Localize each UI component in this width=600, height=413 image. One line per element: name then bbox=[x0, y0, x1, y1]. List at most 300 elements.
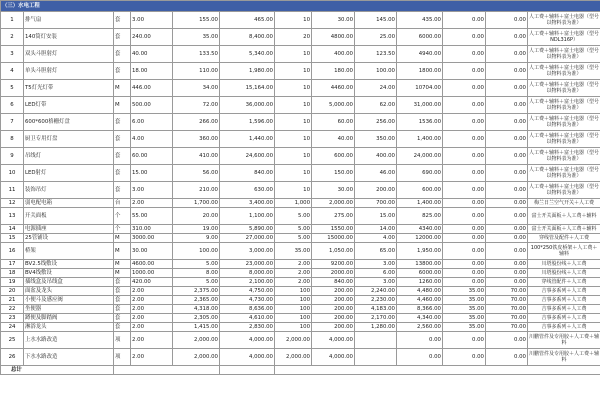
material-amount-cell[interactable]: 600.00 bbox=[397, 182, 443, 199]
material-amount-cell[interactable]: 4,340.00 bbox=[397, 314, 443, 323]
unit-cell[interactable]: 套 bbox=[114, 165, 131, 182]
material-price-cell[interactable]: 2,170.00 bbox=[355, 314, 397, 323]
amount-cell[interactable]: 5,340.00 bbox=[220, 46, 275, 63]
labor-price-cell[interactable]: 1,000 bbox=[275, 199, 312, 208]
extra-price-cell[interactable]: 0.00 bbox=[443, 199, 486, 208]
row-number[interactable]: 17 bbox=[1, 260, 24, 269]
amount-cell[interactable]: 27,000.00 bbox=[220, 234, 275, 243]
material-amount-cell[interactable]: 4940.00 bbox=[397, 46, 443, 63]
labor-price-cell[interactable]: 100 bbox=[275, 323, 312, 332]
extra-amount-cell[interactable]: 0.00 bbox=[486, 131, 528, 148]
row-number[interactable]: 2 bbox=[1, 29, 24, 46]
quantity-cell[interactable]: 446.00 bbox=[131, 80, 173, 97]
material-amount-cell[interactable]: 1,400.00 bbox=[397, 131, 443, 148]
quantity-cell[interactable]: 15.00 bbox=[131, 165, 173, 182]
labor-price-cell[interactable]: 2,000.00 bbox=[275, 332, 312, 349]
unit-price-cell[interactable]: 2,000.00 bbox=[173, 332, 220, 349]
labor-amount-cell[interactable]: 30.00 bbox=[312, 12, 355, 29]
row-number[interactable]: 20 bbox=[1, 287, 24, 296]
labor-amount-cell[interactable]: 400.00 bbox=[312, 46, 355, 63]
amount-cell[interactable]: 8,400.00 bbox=[220, 29, 275, 46]
extra-price-cell[interactable]: 35.00 bbox=[443, 296, 486, 305]
item-name[interactable]: 插线盒及吊线盒 bbox=[24, 278, 114, 287]
remark-cell[interactable]: 人工费＋辅料＋富士电器（型号以物料表为准） bbox=[528, 182, 600, 199]
unit-cell[interactable]: 项 bbox=[114, 332, 131, 349]
extra-amount-cell[interactable]: 0.00 bbox=[486, 29, 528, 46]
quantity-cell[interactable]: 500.00 bbox=[131, 97, 173, 114]
unit-price-cell[interactable]: 2,375.00 bbox=[173, 287, 220, 296]
item-name[interactable]: BV4线敷设 bbox=[24, 269, 114, 278]
material-price-cell[interactable]: 200.00 bbox=[355, 182, 397, 199]
unit-cell[interactable]: 套 bbox=[114, 12, 131, 29]
amount-cell[interactable]: 1,980.00 bbox=[220, 63, 275, 80]
material-price-cell[interactable]: 100.00 bbox=[355, 63, 397, 80]
labor-price-cell[interactable]: 10 bbox=[275, 182, 312, 199]
quantity-cell[interactable]: 30.00 bbox=[131, 243, 173, 260]
amount-cell[interactable]: 4,750.00 bbox=[220, 287, 275, 296]
item-name[interactable]: 面盆及龙头 bbox=[24, 287, 114, 296]
material-amount-cell[interactable]: 6000.00 bbox=[397, 29, 443, 46]
extra-amount-cell[interactable]: 0.00 bbox=[486, 260, 528, 269]
material-amount-cell[interactable]: 1260.00 bbox=[397, 278, 443, 287]
unit-price-cell[interactable]: 72.00 bbox=[173, 97, 220, 114]
extra-price-cell[interactable]: 0.00 bbox=[443, 131, 486, 148]
material-amount-cell[interactable]: 24,000.00 bbox=[397, 148, 443, 165]
labor-amount-cell[interactable]: 1550.00 bbox=[312, 225, 355, 234]
amount-cell[interactable]: 2,100.00 bbox=[220, 278, 275, 287]
material-price-cell[interactable]: 1,280.00 bbox=[355, 323, 397, 332]
total-value[interactable]: 207998.00 bbox=[220, 366, 275, 375]
remark-cell[interactable]: 人工费＋辅料＋富士电器（型号以物料表为准） bbox=[528, 131, 600, 148]
extra-amount-cell[interactable]: 0.00 bbox=[486, 269, 528, 278]
material-amount-cell[interactable]: 825.00 bbox=[397, 208, 443, 225]
labor-amount-cell[interactable]: 180.00 bbox=[312, 63, 355, 80]
unit-cell[interactable]: M bbox=[114, 269, 131, 278]
labor-price-cell[interactable]: 20 bbox=[275, 29, 312, 46]
labor-amount-cell[interactable]: 150.00 bbox=[312, 165, 355, 182]
row-number[interactable]: 9 bbox=[1, 148, 24, 165]
unit-cell[interactable]: 套 bbox=[114, 296, 131, 305]
labor-amount-cell[interactable]: 200.00 bbox=[312, 287, 355, 296]
row-number[interactable]: 3 bbox=[1, 46, 24, 63]
item-name[interactable]: 桥架 bbox=[24, 243, 114, 260]
quantity-cell[interactable]: 2.00 bbox=[131, 323, 173, 332]
extra-price-cell[interactable]: 35.00 bbox=[443, 323, 486, 332]
item-name[interactable]: 600*600格栅灯盘 bbox=[24, 114, 114, 131]
extra-price-cell[interactable]: 0.00 bbox=[443, 12, 486, 29]
amount-cell[interactable]: 4,610.00 bbox=[220, 314, 275, 323]
material-amount-cell[interactable]: 2,560.00 bbox=[397, 323, 443, 332]
unit-cell[interactable]: 套 bbox=[114, 131, 131, 148]
material-price-cell[interactable]: 3.00 bbox=[355, 260, 397, 269]
labor-amount-cell[interactable]: 200.00 bbox=[312, 305, 355, 314]
extra-price-cell[interactable]: 0.00 bbox=[443, 269, 486, 278]
row-number[interactable]: 26 bbox=[1, 349, 24, 366]
unit-cell[interactable]: 套 bbox=[114, 287, 131, 296]
labor-amount-cell[interactable]: 2000.00 bbox=[312, 269, 355, 278]
extra-amount-cell[interactable]: 70.00 bbox=[486, 296, 528, 305]
unit-cell[interactable]: 个 bbox=[114, 208, 131, 225]
extra-amount-cell[interactable]: 0.00 bbox=[486, 208, 528, 225]
quantity-cell[interactable]: 1000.00 bbox=[131, 269, 173, 278]
material-amount-cell[interactable]: 1,400.00 bbox=[397, 199, 443, 208]
extra-price-cell[interactable]: 0.00 bbox=[443, 165, 486, 182]
labor-amount-cell[interactable]: 4,000.00 bbox=[312, 332, 355, 349]
extra-amount-cell[interactable]: 0.00 bbox=[486, 80, 528, 97]
row-number[interactable]: 24 bbox=[1, 323, 24, 332]
labor-price-cell[interactable]: 35.00 bbox=[275, 243, 312, 260]
labor-amount-cell[interactable]: 200.00 bbox=[312, 314, 355, 323]
remark-cell[interactable]: 川塔股份线＋人工费 bbox=[528, 260, 600, 269]
extra-amount-cell[interactable]: 0.00 bbox=[486, 182, 528, 199]
extra-price-cell[interactable]: 0.00 bbox=[443, 63, 486, 80]
quantity-cell[interactable]: 6.00 bbox=[131, 114, 173, 131]
extra-price-cell[interactable]: 0.00 bbox=[443, 243, 486, 260]
material-amount-cell[interactable]: 435.00 bbox=[397, 12, 443, 29]
remark-cell[interactable]: 川鹏管件及专用胶＋人工费＋辅料 bbox=[528, 349, 600, 366]
extra-amount-cell[interactable]: 0.00 bbox=[486, 278, 528, 287]
labor-price-cell[interactable]: 10 bbox=[275, 148, 312, 165]
remark-cell[interactable]: 人工费＋辅料＋富士电器（型号以物料表为准） bbox=[528, 46, 600, 63]
labor-price-cell[interactable]: 10 bbox=[275, 114, 312, 131]
material-price-cell[interactable] bbox=[355, 332, 397, 349]
remark-cell[interactable]: 吉事多系列＋人工费 bbox=[528, 323, 600, 332]
unit-cell[interactable]: 套 bbox=[114, 46, 131, 63]
extra-amount-cell[interactable]: 70.00 bbox=[486, 323, 528, 332]
unit-price-cell[interactable]: 5.00 bbox=[173, 260, 220, 269]
row-number[interactable]: 13 bbox=[1, 208, 24, 225]
labor-price-cell[interactable]: 10 bbox=[275, 165, 312, 182]
quantity-cell[interactable]: 60.00 bbox=[131, 148, 173, 165]
extra-amount-cell[interactable]: 0.00 bbox=[486, 97, 528, 114]
item-name[interactable]: 吊线灯 bbox=[24, 148, 114, 165]
labor-amount-cell[interactable]: 60.00 bbox=[312, 114, 355, 131]
unit-price-cell[interactable]: 8.00 bbox=[173, 269, 220, 278]
unit-cell[interactable]: 套 bbox=[114, 114, 131, 131]
labor-price-cell[interactable]: 2.00 bbox=[275, 269, 312, 278]
item-name[interactable]: T5灯光灯带 bbox=[24, 80, 114, 97]
labor-amount-cell[interactable]: 9200.00 bbox=[312, 260, 355, 269]
unit-cell[interactable]: 套 bbox=[114, 63, 131, 80]
material-amount-cell[interactable]: 12000.00 bbox=[397, 234, 443, 243]
material-amount-cell[interactable]: 0.00 bbox=[397, 332, 443, 349]
material-price-cell[interactable]: 3.00 bbox=[355, 278, 397, 287]
material-price-cell[interactable]: 2,240.00 bbox=[355, 287, 397, 296]
quantity-cell[interactable]: 2.00 bbox=[131, 332, 173, 349]
labor-price-cell[interactable]: 2.00 bbox=[275, 260, 312, 269]
amount-cell[interactable]: 4,000.00 bbox=[220, 349, 275, 366]
unit-price-cell[interactable]: 210.00 bbox=[173, 182, 220, 199]
material-price-cell[interactable]: 15.00 bbox=[355, 208, 397, 225]
material-price-cell[interactable]: 62.00 bbox=[355, 97, 397, 114]
labor-price-cell[interactable]: 100 bbox=[275, 314, 312, 323]
labor-amount-cell[interactable]: 4460.00 bbox=[312, 80, 355, 97]
unit-price-cell[interactable]: 56.00 bbox=[173, 165, 220, 182]
material-price-cell[interactable]: 14.00 bbox=[355, 225, 397, 234]
unit-cell[interactable]: 套 bbox=[114, 278, 131, 287]
unit-price-cell[interactable]: 410.00 bbox=[173, 148, 220, 165]
remark-cell[interactable]: 人工费＋辅料＋富士电器（型号以物料表为准） bbox=[528, 165, 600, 182]
unit-cell[interactable]: 项 bbox=[114, 349, 131, 366]
quantity-cell[interactable]: 55.00 bbox=[131, 208, 173, 225]
labor-amount-cell[interactable]: 40.00 bbox=[312, 131, 355, 148]
material-amount-cell[interactable]: 690.00 bbox=[397, 165, 443, 182]
material-price-cell[interactable]: 145.00 bbox=[355, 12, 397, 29]
item-name[interactable]: 上水水路改造 bbox=[24, 332, 114, 349]
labor-amount-cell[interactable]: 4,000.00 bbox=[312, 349, 355, 366]
remark-cell[interactable]: 人工费＋辅料＋富士电器（型号以物料表为准） bbox=[528, 80, 600, 97]
material-amount-cell[interactable]: 4,460.00 bbox=[397, 296, 443, 305]
material-amount-cell[interactable]: 31,000.00 bbox=[397, 97, 443, 114]
amount-cell[interactable]: 3,400.00 bbox=[220, 199, 275, 208]
row-number[interactable]: 8 bbox=[1, 131, 24, 148]
material-price-cell[interactable]: 2,230.00 bbox=[355, 296, 397, 305]
unit-cell[interactable]: M bbox=[114, 97, 131, 114]
row-number[interactable]: 21 bbox=[1, 296, 24, 305]
remark-cell[interactable]: 人工费＋辅料＋富士电器（型号以物料表为准） bbox=[528, 63, 600, 80]
extra-amount-cell[interactable]: 0.00 bbox=[486, 243, 528, 260]
amount-cell[interactable]: 36,000.00 bbox=[220, 97, 275, 114]
labor-amount-cell[interactable]: 2,000.00 bbox=[312, 199, 355, 208]
labor-price-cell[interactable]: 2.00 bbox=[275, 278, 312, 287]
remark-cell[interactable]: 人工费＋辅料＋富士电器（型号以物料表为准） bbox=[528, 114, 600, 131]
amount-cell[interactable]: 4,730.00 bbox=[220, 296, 275, 305]
extra-price-cell[interactable]: 0.00 bbox=[443, 234, 486, 243]
labor-price-cell[interactable]: 5.00 bbox=[275, 225, 312, 234]
item-name[interactable]: 电源插座 bbox=[24, 225, 114, 234]
remark-cell[interactable]: 人工费＋辅料＋富士电器（型号以物料表为准） bbox=[528, 12, 600, 29]
item-name[interactable]: 单头斗胆射灯 bbox=[24, 63, 114, 80]
amount-cell[interactable]: 24,600.00 bbox=[220, 148, 275, 165]
labor-price-cell[interactable]: 10 bbox=[275, 131, 312, 148]
labor-price-cell[interactable]: 5.00 bbox=[275, 208, 312, 225]
unit-cell[interactable]: 套 bbox=[114, 323, 131, 332]
extra-price-cell[interactable]: 0.00 bbox=[443, 148, 486, 165]
unit-cell[interactable]: 套 bbox=[114, 148, 131, 165]
row-number[interactable]: 6 bbox=[1, 97, 24, 114]
item-name[interactable]: 小便斗及感应阀 bbox=[24, 296, 114, 305]
unit-cell[interactable]: M bbox=[114, 80, 131, 97]
quantity-cell[interactable]: 2.00 bbox=[131, 314, 173, 323]
remark-cell[interactable]: 穿线管及配件＋人工费 bbox=[528, 234, 600, 243]
labor-price-cell[interactable]: 100 bbox=[275, 305, 312, 314]
item-name[interactable]: LED灯带 bbox=[24, 97, 114, 114]
unit-cell[interactable]: 台 bbox=[114, 199, 131, 208]
labor-price-cell[interactable]: 10 bbox=[275, 63, 312, 80]
material-price-cell[interactable]: 4.00 bbox=[355, 234, 397, 243]
remark-cell[interactable]: 富士开关面板＋人工费＋辅料 bbox=[528, 225, 600, 234]
item-name[interactable]: 淋浴龙头 bbox=[24, 323, 114, 332]
extra-amount-cell[interactable]: 0.00 bbox=[486, 165, 528, 182]
unit-price-cell[interactable]: 9.00 bbox=[173, 234, 220, 243]
extra-amount-cell[interactable]: 0.00 bbox=[486, 332, 528, 349]
item-name[interactable]: 厨卫专用灯盘 bbox=[24, 131, 114, 148]
row-number[interactable]: 18 bbox=[1, 269, 24, 278]
material-price-cell[interactable]: 400.00 bbox=[355, 148, 397, 165]
remark-cell[interactable]: 川鹏管件及专用胶＋人工费＋辅料 bbox=[528, 332, 600, 349]
material-price-cell[interactable]: 24.00 bbox=[355, 80, 397, 97]
amount-cell[interactable]: 1,100.00 bbox=[220, 208, 275, 225]
extra-amount-cell[interactable]: 0.00 bbox=[486, 234, 528, 243]
labor-price-cell[interactable]: 10 bbox=[275, 12, 312, 29]
material-amount-cell[interactable]: 10704.00 bbox=[397, 80, 443, 97]
labor-price-cell[interactable]: 10 bbox=[275, 97, 312, 114]
amount-cell[interactable]: 840.00 bbox=[220, 165, 275, 182]
material-amount-cell[interactable]: 6000.00 bbox=[397, 269, 443, 278]
row-number[interactable]: 16 bbox=[1, 243, 24, 260]
quantity-cell[interactable]: 2.00 bbox=[131, 199, 173, 208]
unit-price-cell[interactable]: 110.00 bbox=[173, 63, 220, 80]
material-price-cell[interactable]: 4,183.00 bbox=[355, 305, 397, 314]
extra-price-cell[interactable]: 0.00 bbox=[443, 349, 486, 366]
amount-cell[interactable]: 1,596.00 bbox=[220, 114, 275, 131]
labor-amount-cell[interactable]: 5,000.00 bbox=[312, 97, 355, 114]
quantity-cell[interactable]: 3.00 bbox=[131, 12, 173, 29]
extra-price-cell[interactable]: 35.00 bbox=[443, 287, 486, 296]
item-name[interactable]: BV2.5线敷设 bbox=[24, 260, 114, 269]
material-amount-cell[interactable]: 1536.00 bbox=[397, 114, 443, 131]
amount-cell[interactable]: 8,000.00 bbox=[220, 269, 275, 278]
extra-amount-cell[interactable]: 0.00 bbox=[486, 114, 528, 131]
unit-cell[interactable]: 套 bbox=[114, 182, 131, 199]
labor-price-cell[interactable]: 100 bbox=[275, 296, 312, 305]
row-number[interactable]: 25 bbox=[1, 332, 24, 349]
material-amount-cell[interactable]: 13800.00 bbox=[397, 260, 443, 269]
quantity-cell[interactable]: 4.00 bbox=[131, 131, 173, 148]
remark-cell[interactable]: 人工费＋辅料＋富士电器（型号以物料表为准） bbox=[528, 97, 600, 114]
unit-cell[interactable]: 套 bbox=[114, 29, 131, 46]
quantity-cell[interactable]: 2.00 bbox=[131, 305, 173, 314]
unit-cell[interactable]: 套 bbox=[114, 314, 131, 323]
unit-cell[interactable]: 个 bbox=[114, 225, 131, 234]
remark-cell[interactable]: 吉事多系列＋人工费 bbox=[528, 287, 600, 296]
material-price-cell[interactable]: 700.00 bbox=[355, 199, 397, 208]
amount-cell[interactable]: 8,636.00 bbox=[220, 305, 275, 314]
material-price-cell[interactable]: 25.00 bbox=[355, 29, 397, 46]
amount-cell[interactable]: 2,830.00 bbox=[220, 323, 275, 332]
extra-price-cell[interactable]: 0.00 bbox=[443, 80, 486, 97]
material-price-cell[interactable]: 46.00 bbox=[355, 165, 397, 182]
item-name[interactable]: 140筒灯安装 bbox=[24, 29, 114, 46]
unit-cell[interactable]: 套 bbox=[114, 305, 131, 314]
extra-price-cell[interactable]: 0.00 bbox=[443, 29, 486, 46]
item-name[interactable]: 下水水路改造 bbox=[24, 349, 114, 366]
quantity-cell[interactable]: 420.00 bbox=[131, 278, 173, 287]
quantity-cell[interactable]: 2.00 bbox=[131, 296, 173, 305]
remark-cell[interactable]: 穿线管配件＋人工费 bbox=[528, 278, 600, 287]
unit-price-cell[interactable]: 19.00 bbox=[173, 225, 220, 234]
quantity-cell[interactable]: 2.00 bbox=[131, 349, 173, 366]
unit-price-cell[interactable]: 1,415.00 bbox=[173, 323, 220, 332]
extra-price-cell[interactable]: 35.00 bbox=[443, 314, 486, 323]
quantity-cell[interactable]: 2.00 bbox=[131, 287, 173, 296]
row-number[interactable]: 12 bbox=[1, 199, 24, 208]
unit-price-cell[interactable]: 2,000.00 bbox=[173, 349, 220, 366]
unit-price-cell[interactable]: 360.00 bbox=[173, 131, 220, 148]
labor-amount-cell[interactable]: 4800.00 bbox=[312, 29, 355, 46]
extra-amount-cell[interactable]: 0.00 bbox=[486, 148, 528, 165]
quantity-cell[interactable]: 4600.00 bbox=[131, 260, 173, 269]
extra-price-cell[interactable]: 0.00 bbox=[443, 208, 486, 225]
remark-cell[interactable]: 川塔股份线＋人工费 bbox=[528, 269, 600, 278]
row-number[interactable]: 4 bbox=[1, 63, 24, 80]
extra-amount-cell[interactable]: 0.00 bbox=[486, 199, 528, 208]
amount-cell[interactable]: 1,440.00 bbox=[220, 131, 275, 148]
unit-price-cell[interactable]: 133.50 bbox=[173, 46, 220, 63]
remark-cell[interactable]: 吉事多系列＋人工费 bbox=[528, 296, 600, 305]
row-number[interactable]: 7 bbox=[1, 114, 24, 131]
extra-amount-cell[interactable]: 0.00 bbox=[486, 225, 528, 234]
extra-amount-cell[interactable]: 70.00 bbox=[486, 314, 528, 323]
unit-price-cell[interactable]: 155.00 bbox=[173, 12, 220, 29]
material-amount-cell[interactable]: 1,950.00 bbox=[397, 243, 443, 260]
extra-price-cell[interactable]: 35.00 bbox=[443, 305, 486, 314]
row-number[interactable]: 15 bbox=[1, 234, 24, 243]
unit-price-cell[interactable]: 266.00 bbox=[173, 114, 220, 131]
item-name[interactable]: 开关面板 bbox=[24, 208, 114, 225]
quantity-cell[interactable]: 310.00 bbox=[131, 225, 173, 234]
extra-price-cell[interactable]: 0.00 bbox=[443, 182, 486, 199]
unit-cell[interactable]: M bbox=[114, 234, 131, 243]
extra-amount-cell[interactable]: 70.00 bbox=[486, 287, 528, 296]
unit-price-cell[interactable]: 4,318.00 bbox=[173, 305, 220, 314]
quantity-cell[interactable]: 18.00 bbox=[131, 63, 173, 80]
labor-amount-cell[interactable]: 1,050.00 bbox=[312, 243, 355, 260]
row-number[interactable]: 19 bbox=[1, 278, 24, 287]
quantity-cell[interactable]: 3.00 bbox=[131, 182, 173, 199]
material-amount-cell[interactable]: 0.00 bbox=[397, 349, 443, 366]
row-number[interactable]: 22 bbox=[1, 305, 24, 314]
material-price-cell[interactable]: 350.00 bbox=[355, 131, 397, 148]
extra-amount-cell[interactable]: 0.00 bbox=[486, 63, 528, 80]
material-price-cell[interactable]: 6.00 bbox=[355, 269, 397, 278]
remark-cell[interactable]: 吉事多系列＋人工费 bbox=[528, 305, 600, 314]
quantity-cell[interactable]: 40.00 bbox=[131, 46, 173, 63]
item-name[interactable]: 装饰吊灯 bbox=[24, 182, 114, 199]
amount-cell[interactable]: 630.00 bbox=[220, 182, 275, 199]
row-number[interactable]: 5 bbox=[1, 80, 24, 97]
row-number[interactable]: 1 bbox=[1, 12, 24, 29]
material-price-cell[interactable] bbox=[355, 349, 397, 366]
row-number[interactable]: 10 bbox=[1, 165, 24, 182]
unit-price-cell[interactable]: 35.00 bbox=[173, 29, 220, 46]
labor-price-cell[interactable]: 5.00 bbox=[275, 234, 312, 243]
remark-cell[interactable]: 富士开关面板＋人工费＋辅料 bbox=[528, 208, 600, 225]
material-amount-cell[interactable]: 4,480.00 bbox=[397, 287, 443, 296]
amount-cell[interactable]: 23,000.00 bbox=[220, 260, 275, 269]
extra-price-cell[interactable]: 0.00 bbox=[443, 225, 486, 234]
labor-amount-cell[interactable]: 15000.00 bbox=[312, 234, 355, 243]
extra-price-cell[interactable]: 0.00 bbox=[443, 260, 486, 269]
item-name[interactable]: LED射灯 bbox=[24, 165, 114, 182]
unit-cell[interactable]: M bbox=[114, 243, 131, 260]
labor-amount-cell[interactable]: 840.00 bbox=[312, 278, 355, 287]
item-name[interactable]: 蹲便及脚踏阀 bbox=[24, 314, 114, 323]
item-name[interactable]: 排气扇 bbox=[24, 12, 114, 29]
unit-price-cell[interactable]: 100.00 bbox=[173, 243, 220, 260]
labor-amount-cell[interactable]: 200.00 bbox=[312, 323, 355, 332]
labor-price-cell[interactable]: 100 bbox=[275, 287, 312, 296]
amount-cell[interactable]: 15,164.00 bbox=[220, 80, 275, 97]
labor-price-cell[interactable]: 10 bbox=[275, 80, 312, 97]
unit-price-cell[interactable]: 34.00 bbox=[173, 80, 220, 97]
extra-price-cell[interactable]: 0.00 bbox=[443, 46, 486, 63]
labor-amount-cell[interactable]: 200.00 bbox=[312, 296, 355, 305]
material-price-cell[interactable]: 256.00 bbox=[355, 114, 397, 131]
material-amount-cell[interactable]: 8,366.00 bbox=[397, 305, 443, 314]
quantity-cell[interactable]: 240.00 bbox=[131, 29, 173, 46]
item-name[interactable]: 双头斗胆射灯 bbox=[24, 46, 114, 63]
